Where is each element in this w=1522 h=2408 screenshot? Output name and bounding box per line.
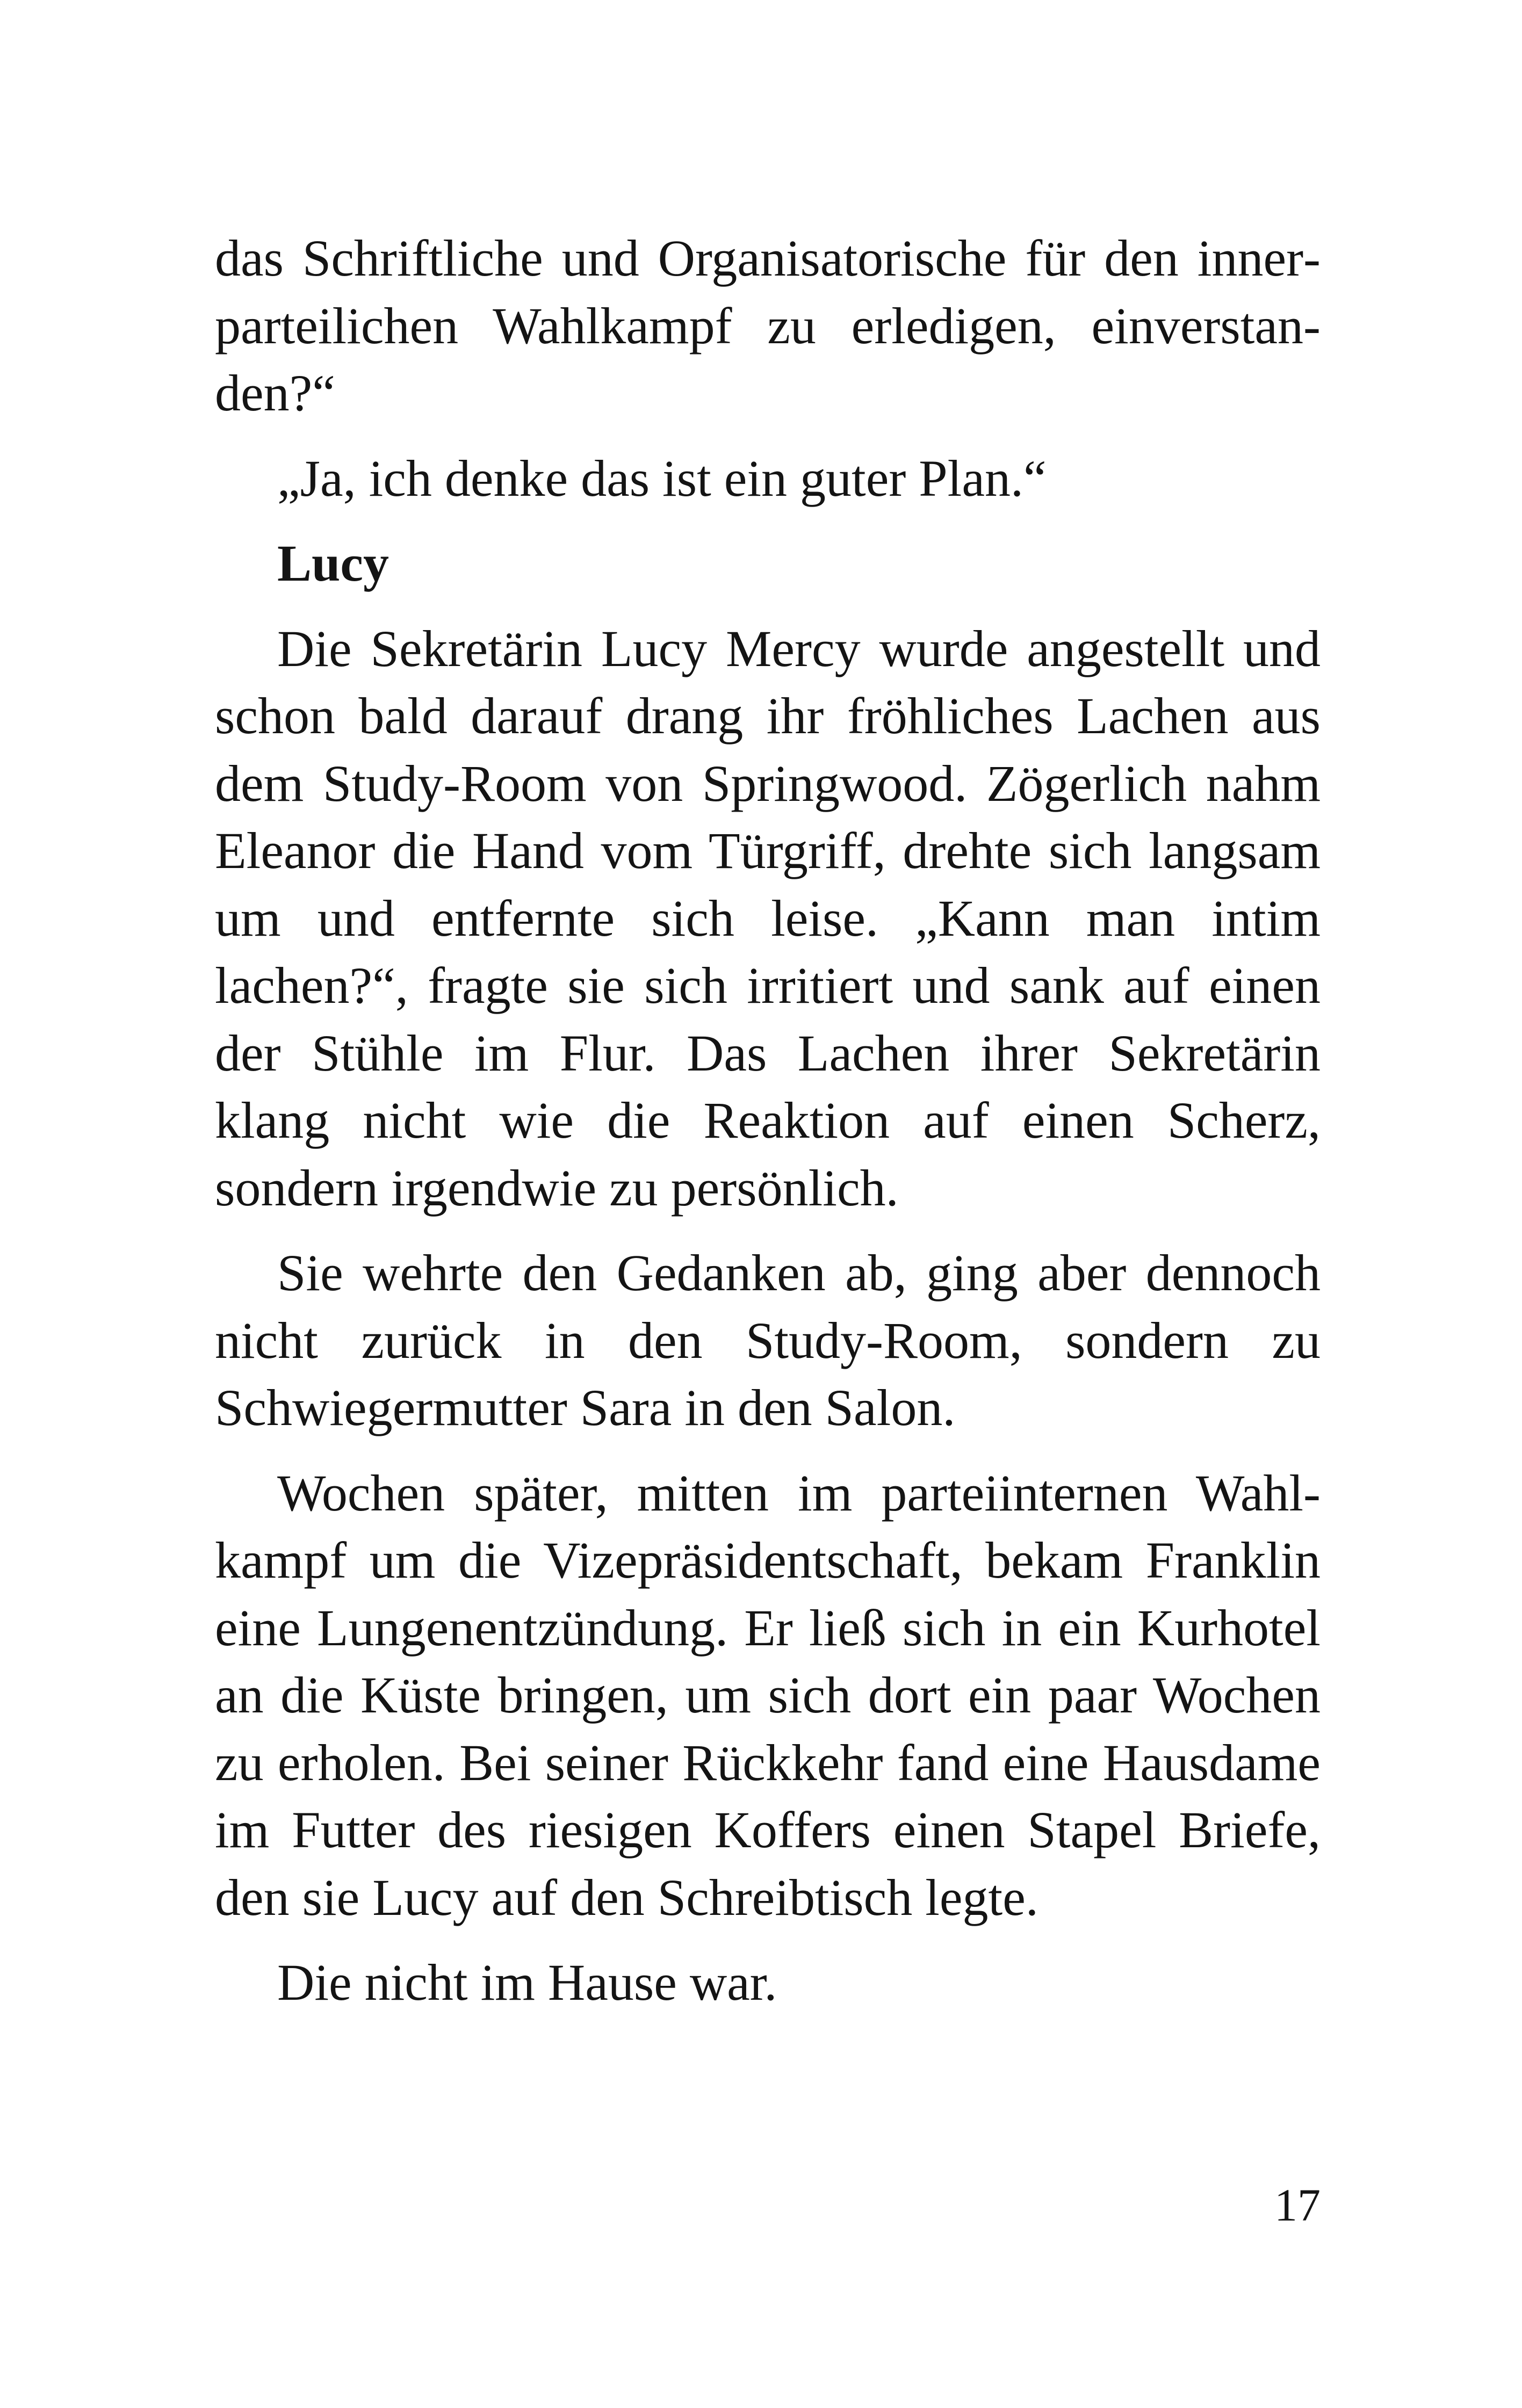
paragraph-lucy-hired: Die Sekretärin Lucy Mercy wurde angestellt und schon bald darauf drang ihr fröhliches Lachen aus dem Study-Room von Springwood. Zögerlich nahm Eleanor die Hand vom Türgriff, drehte sich langsam um und entfernte sich leise. „Kann man intim lachen?“, fragte sie sich irritiert und sank auf einen der Stühle im Flur. Das Lachen ihrer Sekretärin klang nicht wie die Reaktion auf einen Scherz, sondern irgendwie zu persönlich. bbox=[215, 619, 1321, 1217]
section-heading: Lucy bbox=[277, 534, 389, 592]
page-body bbox=[215, 225, 1321, 2034]
paragraph-dialogue: „Ja, ich denke das ist ein guter Plan.“ bbox=[277, 449, 1047, 507]
paragraph-salon: Sie wehrte den Gedanken ab, ging aber dennoch nicht zurück in den Study-Room, sondern zu Schwiegermutter Sara in den Salon. bbox=[215, 1244, 1321, 1436]
paragraph-closing: Die nicht im Hause war. bbox=[277, 1954, 777, 2011]
paragraph-continuation: das Schriftliche und Organisatorische für den innerparteilichen Wahlkampf zu erledigen, einverstanden?“ bbox=[215, 229, 1321, 422]
page-number: 17 bbox=[1274, 2179, 1321, 2231]
paragraph-letters: Wochen später, mitten im parteiinternen Wahlkampf um die Vizepräsidentschaft, bekam Franklin eine Lungenentzündung. Er ließ sich in ein Kurhotel an die Küste bringen, um sich dort ein paar Wochen zu erholen. Bei seiner Rückkehr fand eine Hausdame im Futter des riesigen Koffers einen Stapel Briefe, den sie Lucy auf den Schreibtisch legte. bbox=[215, 1464, 1321, 1926]
